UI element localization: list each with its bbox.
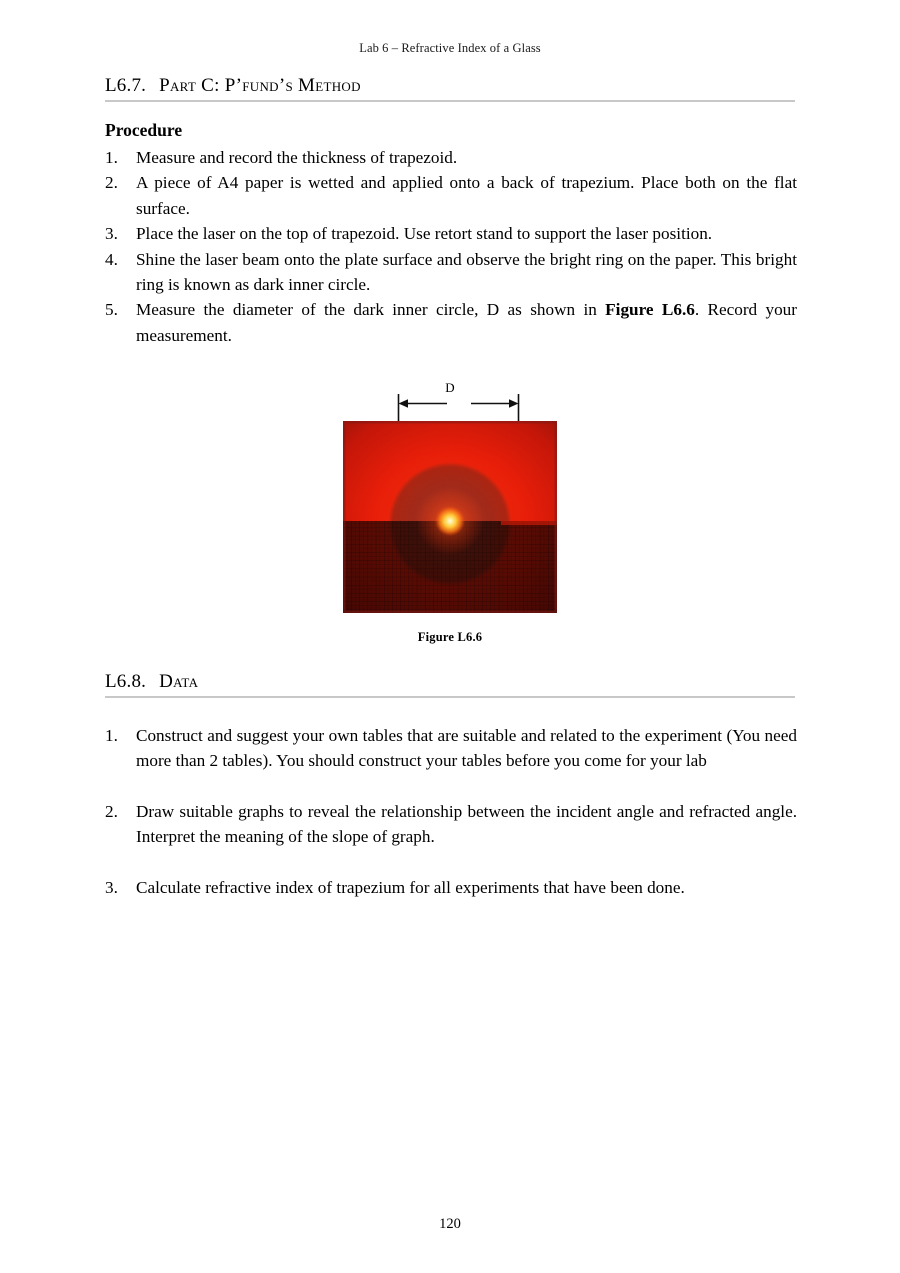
dimension-annotation [0,380,900,421]
item-marker: 2. [105,801,118,821]
procedure-step [105,221,797,246]
section-title-l68: Data [159,671,199,692]
data-item [105,875,797,900]
step-text: Place the laser on the top of trapezoid. Use retort stand to support the laser position. [136,224,713,244]
section-number-l68: L6.8. [105,671,147,692]
laser-pattern-photo [343,421,557,613]
data-item [105,799,797,850]
procedure-step [105,297,797,348]
arrow-left-icon [399,399,409,407]
step-marker: 2. [105,173,118,193]
dimension-label-d: D [445,380,455,395]
procedure-step [105,247,797,298]
item-text: Draw suitable graphs to reveal the relationship between the incident angle and refracted angle. Interpret the meaning of the slope of graph. [136,801,797,847]
item-marker: 3. [105,877,118,897]
data-item-list [105,723,797,900]
page-number: 120 [439,1216,461,1232]
step-text: Shine the laser beam onto the plate surface and observe the bright ring on the paper. This bright ring is known as dark inner circle. [136,249,797,295]
section-heading-text-l68 [105,672,795,692]
section-rule-l67 [105,100,795,102]
item-text: Construct and suggest your own tables that are suitable and related to the experiment (You need more than 2 tables). You should construct your tables before you come for your lab [136,726,797,771]
item-marker: 1. [105,726,118,745]
step-text-before: Measure the diameter of the dark inner circle, D as shown in [136,300,606,320]
step-marker: 1. [105,148,118,167]
section-heading-text-l67 [105,76,795,96]
section-rule-l68 [105,696,795,698]
procedure-step [105,170,797,221]
procedure-heading: Procedure [105,120,183,140]
figure-reference: Figure L6.6 [605,300,695,320]
step-text-after: . Record your measurement. [136,300,798,345]
step-text [136,300,797,344]
procedure-step-list [105,145,797,348]
step-marker: 4. [105,249,118,269]
section-heading-l67 [105,76,795,102]
photo-speckle-noise [343,421,557,613]
section-title-l67: Part C: P’fund’s Method [159,75,361,96]
item-text: Calculate refractive index of trapezium for all experiments that have been done. [136,877,685,897]
data-item [105,723,797,774]
procedure-step [105,145,797,170]
section-number-l67: L6.7. [105,75,147,96]
step-text: A piece of A4 paper is wetted and applied onto a back of trapezium. Place both on the flat surface. [136,173,797,218]
running-head: Lab 6 – Refractive Index of a Glass [359,41,541,55]
section-heading-l68 [105,672,795,698]
step-text: Measure and record the thickness of trapezoid. [136,148,458,167]
step-marker: 3. [105,224,118,244]
step-marker: 5. [105,300,118,320]
figure-caption: Figure L6.6 [417,630,483,644]
photo-content [343,421,557,613]
arrow-right-icon [509,399,519,407]
laser-photo-svg [343,421,557,613]
figure-l66 [0,380,900,645]
